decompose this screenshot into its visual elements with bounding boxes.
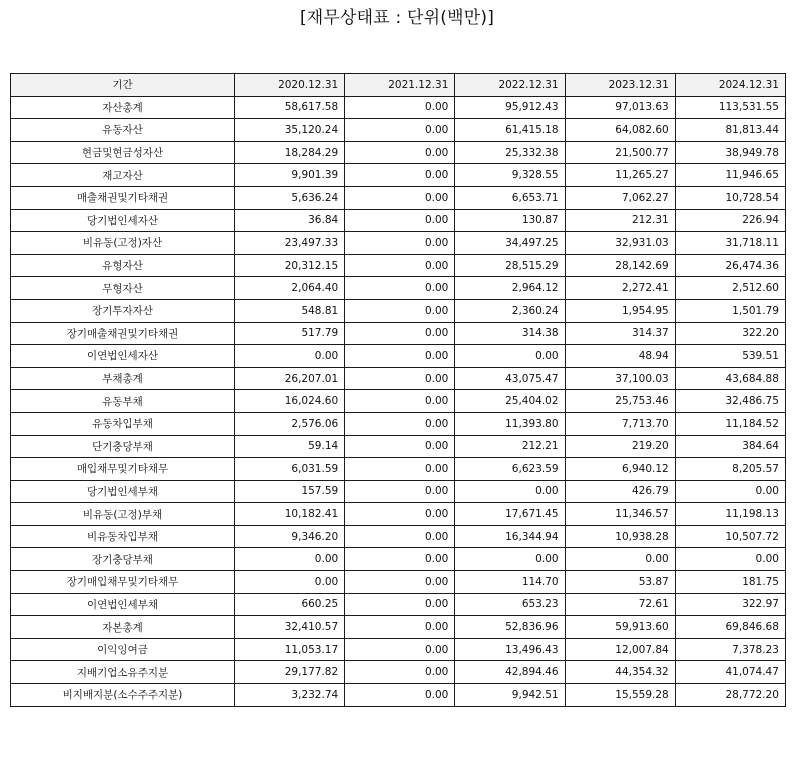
row-label: 재고자산 bbox=[11, 164, 235, 187]
row-label: 당기법인세부채 bbox=[11, 480, 235, 503]
table-row bbox=[11, 458, 786, 481]
row-label: 부채총계 bbox=[11, 367, 235, 390]
value-cell: 29,177.82 bbox=[235, 661, 345, 684]
row-label: 자본총계 bbox=[11, 616, 235, 639]
row-label: 자산총계 bbox=[11, 96, 235, 119]
value-cell: 25,753.46 bbox=[565, 390, 675, 413]
row-label: 무형자산 bbox=[11, 277, 235, 300]
value-cell: 2,512.60 bbox=[675, 277, 785, 300]
value-cell: 0.00 bbox=[345, 345, 455, 368]
value-cell: 37,100.03 bbox=[565, 367, 675, 390]
value-cell: 53.87 bbox=[565, 571, 675, 594]
table-row bbox=[11, 638, 786, 661]
table-row bbox=[11, 548, 786, 571]
value-cell: 7,062.27 bbox=[565, 186, 675, 209]
value-cell: 2,360.24 bbox=[455, 299, 565, 322]
value-cell: 0.00 bbox=[345, 186, 455, 209]
table-row bbox=[11, 119, 786, 142]
value-cell: 48.94 bbox=[565, 345, 675, 368]
value-cell: 36.84 bbox=[235, 209, 345, 232]
value-cell: 11,346.57 bbox=[565, 503, 675, 526]
value-cell: 212.21 bbox=[455, 435, 565, 458]
value-cell: 31,718.11 bbox=[675, 232, 785, 255]
value-cell: 212.31 bbox=[565, 209, 675, 232]
value-cell: 18,284.29 bbox=[235, 141, 345, 164]
value-cell: 95,912.43 bbox=[455, 96, 565, 119]
row-label: 유형자산 bbox=[11, 254, 235, 277]
value-cell: 653.23 bbox=[455, 593, 565, 616]
row-label: 장기매입채무및기타채무 bbox=[11, 571, 235, 594]
table-row bbox=[11, 322, 786, 345]
header-2022: 2022.12.31 bbox=[455, 74, 565, 97]
value-cell: 34,497.25 bbox=[455, 232, 565, 255]
header-2024: 2024.12.31 bbox=[675, 74, 785, 97]
value-cell: 28,772.20 bbox=[675, 684, 785, 707]
value-cell: 12,007.84 bbox=[565, 638, 675, 661]
value-cell: 0.00 bbox=[345, 638, 455, 661]
value-cell: 6,031.59 bbox=[235, 458, 345, 481]
value-cell: 8,205.57 bbox=[675, 458, 785, 481]
value-cell: 11,198.13 bbox=[675, 503, 785, 526]
value-cell: 21,500.77 bbox=[565, 141, 675, 164]
value-cell: 13,496.43 bbox=[455, 638, 565, 661]
value-cell: 0.00 bbox=[565, 548, 675, 571]
table-row bbox=[11, 367, 786, 390]
value-cell: 322.97 bbox=[675, 593, 785, 616]
value-cell: 43,684.88 bbox=[675, 367, 785, 390]
value-cell: 0.00 bbox=[345, 548, 455, 571]
value-cell: 10,507.72 bbox=[675, 525, 785, 548]
header-period: 기간 bbox=[11, 74, 235, 97]
value-cell: 0.00 bbox=[235, 548, 345, 571]
value-cell: 35,120.24 bbox=[235, 119, 345, 142]
value-cell: 32,931.03 bbox=[565, 232, 675, 255]
value-cell: 157.59 bbox=[235, 480, 345, 503]
row-label: 비유동(고정)부채 bbox=[11, 503, 235, 526]
row-label: 비유동(고정)자산 bbox=[11, 232, 235, 255]
value-cell: 0.00 bbox=[675, 480, 785, 503]
value-cell: 26,474.36 bbox=[675, 254, 785, 277]
header-2020: 2020.12.31 bbox=[235, 74, 345, 97]
value-cell: 0.00 bbox=[345, 367, 455, 390]
row-label: 이연법인세부채 bbox=[11, 593, 235, 616]
value-cell: 0.00 bbox=[345, 232, 455, 255]
table-row bbox=[11, 435, 786, 458]
table-row bbox=[11, 96, 786, 119]
table-header bbox=[11, 74, 786, 97]
value-cell: 2,964.12 bbox=[455, 277, 565, 300]
value-cell: 0.00 bbox=[345, 254, 455, 277]
value-cell: 314.37 bbox=[565, 322, 675, 345]
value-cell: 7,713.70 bbox=[565, 412, 675, 435]
table-row bbox=[11, 593, 786, 616]
table-row bbox=[11, 684, 786, 707]
table-row bbox=[11, 661, 786, 684]
row-label: 매입채무및기타채무 bbox=[11, 458, 235, 481]
table-row bbox=[11, 345, 786, 368]
value-cell: 15,559.28 bbox=[565, 684, 675, 707]
value-cell: 548.81 bbox=[235, 299, 345, 322]
table-row bbox=[11, 186, 786, 209]
table-row bbox=[11, 616, 786, 639]
value-cell: 0.00 bbox=[345, 209, 455, 232]
value-cell: 0.00 bbox=[345, 503, 455, 526]
value-cell: 25,332.38 bbox=[455, 141, 565, 164]
value-cell: 42,894.46 bbox=[455, 661, 565, 684]
value-cell: 0.00 bbox=[345, 164, 455, 187]
value-cell: 72.61 bbox=[565, 593, 675, 616]
value-cell: 6,623.59 bbox=[455, 458, 565, 481]
value-cell: 0.00 bbox=[455, 345, 565, 368]
table-row bbox=[11, 164, 786, 187]
value-cell: 28,515.29 bbox=[455, 254, 565, 277]
value-cell: 11,184.52 bbox=[675, 412, 785, 435]
row-label: 이연법인세자산 bbox=[11, 345, 235, 368]
value-cell: 52,836.96 bbox=[455, 616, 565, 639]
value-cell: 10,938.28 bbox=[565, 525, 675, 548]
value-cell: 28,142.69 bbox=[565, 254, 675, 277]
value-cell: 16,344.94 bbox=[455, 525, 565, 548]
value-cell: 0.00 bbox=[345, 571, 455, 594]
value-cell: 0.00 bbox=[345, 684, 455, 707]
value-cell: 0.00 bbox=[345, 616, 455, 639]
value-cell: 10,182.41 bbox=[235, 503, 345, 526]
value-cell: 0.00 bbox=[345, 480, 455, 503]
value-cell: 0.00 bbox=[345, 299, 455, 322]
value-cell: 6,653.71 bbox=[455, 186, 565, 209]
row-label: 비지배지분(소수주주지분) bbox=[11, 684, 235, 707]
row-label: 매출채권및기타채권 bbox=[11, 186, 235, 209]
value-cell: 61,415.18 bbox=[455, 119, 565, 142]
value-cell: 26,207.01 bbox=[235, 367, 345, 390]
table-row bbox=[11, 525, 786, 548]
value-cell: 11,053.17 bbox=[235, 638, 345, 661]
value-cell: 11,946.65 bbox=[675, 164, 785, 187]
value-cell: 0.00 bbox=[345, 593, 455, 616]
table-row bbox=[11, 503, 786, 526]
value-cell: 130.87 bbox=[455, 209, 565, 232]
header-2023: 2023.12.31 bbox=[565, 74, 675, 97]
value-cell: 2,576.06 bbox=[235, 412, 345, 435]
value-cell: 9,346.20 bbox=[235, 525, 345, 548]
row-label: 장기매출채권및기타채권 bbox=[11, 322, 235, 345]
value-cell: 384.64 bbox=[675, 435, 785, 458]
table-row bbox=[11, 209, 786, 232]
value-cell: 226.94 bbox=[675, 209, 785, 232]
value-cell: 0.00 bbox=[345, 412, 455, 435]
row-label: 단기충당부채 bbox=[11, 435, 235, 458]
value-cell: 59,913.60 bbox=[565, 616, 675, 639]
value-cell: 0.00 bbox=[345, 141, 455, 164]
value-cell: 0.00 bbox=[345, 96, 455, 119]
value-cell: 219.20 bbox=[565, 435, 675, 458]
row-label: 비유동차입부채 bbox=[11, 525, 235, 548]
value-cell: 0.00 bbox=[345, 119, 455, 142]
value-cell: 0.00 bbox=[345, 322, 455, 345]
value-cell: 5,636.24 bbox=[235, 186, 345, 209]
value-cell: 11,393.80 bbox=[455, 412, 565, 435]
row-label: 이익잉여금 bbox=[11, 638, 235, 661]
value-cell: 0.00 bbox=[345, 661, 455, 684]
value-cell: 113,531.55 bbox=[675, 96, 785, 119]
table-body bbox=[11, 96, 786, 706]
value-cell: 114.70 bbox=[455, 571, 565, 594]
value-cell: 1,501.79 bbox=[675, 299, 785, 322]
value-cell: 9,901.39 bbox=[235, 164, 345, 187]
table-row bbox=[11, 141, 786, 164]
value-cell: 0.00 bbox=[675, 548, 785, 571]
value-cell: 0.00 bbox=[345, 458, 455, 481]
value-cell: 660.25 bbox=[235, 593, 345, 616]
header-2021: 2021.12.31 bbox=[345, 74, 455, 97]
value-cell: 58,617.58 bbox=[235, 96, 345, 119]
value-cell: 25,404.02 bbox=[455, 390, 565, 413]
row-label: 유동부채 bbox=[11, 390, 235, 413]
value-cell: 0.00 bbox=[345, 277, 455, 300]
value-cell: 314.38 bbox=[455, 322, 565, 345]
value-cell: 0.00 bbox=[235, 571, 345, 594]
row-label: 장기충당부채 bbox=[11, 548, 235, 571]
value-cell: 181.75 bbox=[675, 571, 785, 594]
value-cell: 0.00 bbox=[345, 525, 455, 548]
value-cell: 0.00 bbox=[345, 390, 455, 413]
table-row bbox=[11, 232, 786, 255]
value-cell: 2,064.40 bbox=[235, 277, 345, 300]
value-cell: 44,354.32 bbox=[565, 661, 675, 684]
value-cell: 426.79 bbox=[565, 480, 675, 503]
table-row bbox=[11, 390, 786, 413]
value-cell: 10,728.54 bbox=[675, 186, 785, 209]
table-row bbox=[11, 254, 786, 277]
value-cell: 2,272.41 bbox=[565, 277, 675, 300]
value-cell: 0.00 bbox=[345, 435, 455, 458]
value-cell: 43,075.47 bbox=[455, 367, 565, 390]
value-cell: 69,846.68 bbox=[675, 616, 785, 639]
row-label: 지배기업소유주지분 bbox=[11, 661, 235, 684]
value-cell: 38,949.78 bbox=[675, 141, 785, 164]
value-cell: 32,410.57 bbox=[235, 616, 345, 639]
value-cell: 16,024.60 bbox=[235, 390, 345, 413]
value-cell: 7,378.23 bbox=[675, 638, 785, 661]
value-cell: 81,813.44 bbox=[675, 119, 785, 142]
table-row bbox=[11, 571, 786, 594]
page-title: [재무상태표 : 단위(백만)] bbox=[299, 8, 495, 28]
value-cell: 23,497.33 bbox=[235, 232, 345, 255]
value-cell: 0.00 bbox=[455, 548, 565, 571]
value-cell: 6,940.12 bbox=[565, 458, 675, 481]
row-label: 유동자산 bbox=[11, 119, 235, 142]
table-row bbox=[11, 299, 786, 322]
value-cell: 517.79 bbox=[235, 322, 345, 345]
value-cell: 1,954.95 bbox=[565, 299, 675, 322]
value-cell: 9,328.55 bbox=[455, 164, 565, 187]
row-label: 당기법인세자산 bbox=[11, 209, 235, 232]
value-cell: 0.00 bbox=[235, 345, 345, 368]
value-cell: 3,232.74 bbox=[235, 684, 345, 707]
header-row bbox=[11, 74, 786, 97]
table-row bbox=[11, 277, 786, 300]
value-cell: 322.20 bbox=[675, 322, 785, 345]
value-cell: 41,074.47 bbox=[675, 661, 785, 684]
value-cell: 97,013.63 bbox=[565, 96, 675, 119]
table-row bbox=[11, 412, 786, 435]
value-cell: 11,265.27 bbox=[565, 164, 675, 187]
value-cell: 20,312.15 bbox=[235, 254, 345, 277]
row-label: 현금및현금성자산 bbox=[11, 141, 235, 164]
value-cell: 64,082.60 bbox=[565, 119, 675, 142]
value-cell: 9,942.51 bbox=[455, 684, 565, 707]
value-cell: 17,671.45 bbox=[455, 503, 565, 526]
value-cell: 0.00 bbox=[455, 480, 565, 503]
value-cell: 32,486.75 bbox=[675, 390, 785, 413]
value-cell: 539.51 bbox=[675, 345, 785, 368]
value-cell: 59.14 bbox=[235, 435, 345, 458]
table-row bbox=[11, 480, 786, 503]
row-label: 유동차입부채 bbox=[11, 412, 235, 435]
balance-sheet-table bbox=[10, 73, 786, 707]
row-label: 장기투자자산 bbox=[11, 299, 235, 322]
